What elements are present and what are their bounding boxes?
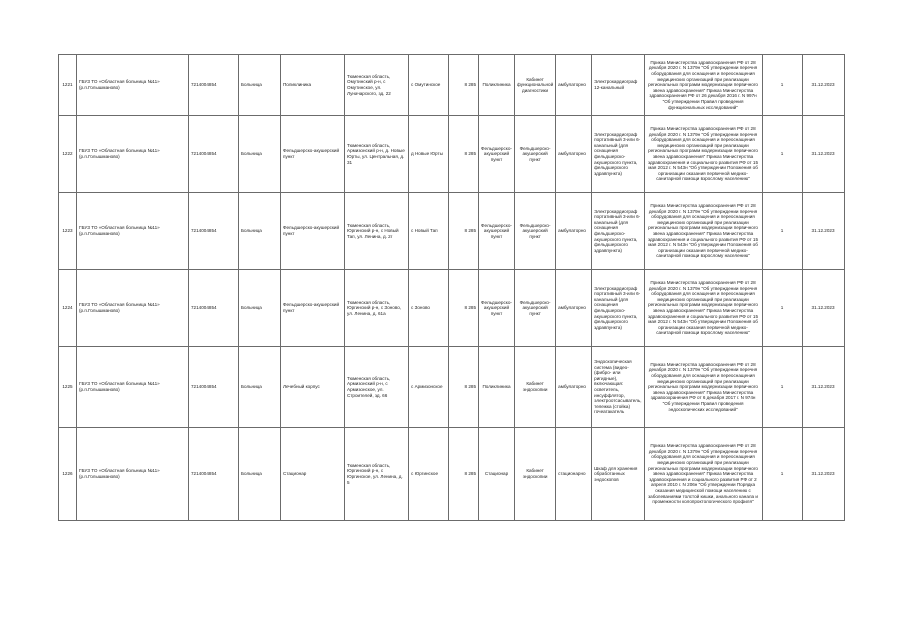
cell-address: Тюменская область, Армизонский р-н, с Армизонское, ул. Строителей, зд. 66 — [345, 347, 409, 428]
cell-organization-name: ГБУЗ ТО «Областная больница №11» (р.п.Голышманово) — [77, 116, 189, 193]
cell-equipment-name: Электрокардиограф портативный 3-или 6-канальный (для оснащения фельдшерско-акушерского пункта, фельдшерского здравпункта) — [592, 116, 644, 193]
cell-due-date: 31.12.2023 — [802, 347, 844, 428]
cell-department: Фельдшерско-акушерский пункт — [281, 116, 345, 193]
cell-address: Тюменская область, Армизонский р-н, д. Новые Юрты, ул. Центральная, д. 31 — [345, 116, 409, 193]
cell-locality: с Юргинское — [409, 428, 449, 521]
cell-room-name: Фельдшерско-акушерский пункт — [515, 193, 556, 270]
cell-department: Поликлиника — [281, 55, 345, 116]
cell-room-name: Фельдшерско-акушерский пункт — [515, 270, 556, 347]
cell-address: Тюменская область, Юргинский р-н, с Зоново, ул. Ленина, д. 61а — [345, 270, 409, 347]
cell-locality: с Армизонское — [409, 347, 449, 428]
cell-organization-name: ГБУЗ ТО «Областная больница №11» (р.п.Голышманово) — [77, 55, 189, 116]
cell-facility-type: Больница — [239, 193, 281, 270]
cell-inn-code: 7214004854 — [189, 55, 239, 116]
cell-regulation-order: Приказ Министерства здравоохранения РФ от 28 декабря 2020 г. N 1379н "Об утверждении перечня оборудования для оснащения и переоснащения медицинских организаций при реализации региональных программ модернизации первичного звена здравоохранения" Приказ Министерства здравоохранения и социального развития РФ от 2 апреля 2010 г. N 206н "Об утверждении Порядка оказания медицинской помощи населению с заболеваниями толстой кишки, анального канала и промежности колопроктологического профиля" — [644, 428, 762, 521]
cell-organization-name: ГБУЗ ТО «Областная больница №11» (р.п.Голышманово) — [77, 428, 189, 521]
cell-equipment-name: Электрокардиограф портативный 3-или 6-канальный (для оснащения фельдшерско-акушерского пункта, фельдшерского здравпункта) — [592, 270, 644, 347]
cell-room-name: Кабинет эндоскопии — [515, 428, 556, 521]
cell-regulation-order: Приказ Министерства здравоохранения РФ от 28 декабря 2020 г. N 1379н "Об утверждении перечня оборудования для оснащения и переоснащения медицинских организаций при реализации региональных программ модернизации первичного звена здравоохранения" Приказ Министерства здравоохранения РФ от 26 декабря 2016 г. N 997н "Об утверждении Правил проведения функциональных исследований" — [644, 55, 762, 116]
cell-room-name: Кабинет функциональной диагностики — [515, 55, 556, 116]
cell-regulation-order: Приказ Министерства здравоохранения РФ от 28 декабря 2020 г. N 1379н "Об утверждении перечня оборудования для оснащения и переоснащения медицинских организаций при реализации региональных программ модернизации первичного звена здравоохранения" Приказ Министерства здравоохранения и социального развития РФ от 15 мая 2012 г. N 543н "Об утверждении Положения об организации оказания первичной медико-санитарной помощи взрослому населению" — [644, 116, 762, 193]
cell-unit-name: Фельдшерско-акушерский пункт — [479, 193, 515, 270]
table-row — [59, 347, 845, 428]
cell-care-type: амбулаторно — [556, 270, 592, 347]
cell-region-code: 8 285 — [449, 428, 479, 521]
cell-quantity: 1 — [762, 347, 802, 428]
cell-organization-name: ГБУЗ ТО «Областная больница №11» (р.п.Голышманово) — [77, 347, 189, 428]
cell-quantity: 1 — [762, 428, 802, 521]
cell-regulation-order: Приказ Министерства здравоохранения РФ от 28 декабря 2020 г. N 1379н "Об утверждении перечня оборудования для оснащения и переоснащения медицинских организаций при реализации региональных программ модернизации первичного звена здравоохранения" Приказ Министерства здравоохранения и социального развития РФ от 15 мая 2012 г. N 543н "Об утверждении Положения об организации оказания первичной медико-санитарной помощи взрослому населению" — [644, 193, 762, 270]
cell-organization-name: ГБУЗ ТО «Областная больница №11» (р.п.Голышманово) — [77, 193, 189, 270]
cell-equipment-name: Электрокардиограф 12-канальный — [592, 55, 644, 116]
table-row — [59, 270, 845, 347]
cell-facility-type: Больница — [239, 270, 281, 347]
cell-facility-type: Больница — [239, 347, 281, 428]
cell-quantity: 1 — [762, 116, 802, 193]
cell-care-type: амбулаторно — [556, 193, 592, 270]
cell-region-code: 8 285 — [449, 116, 479, 193]
cell-locality: с Зоново — [409, 270, 449, 347]
cell-row-number: 1226 — [59, 428, 77, 521]
cell-unit-name: Поликлиника — [479, 347, 515, 428]
cell-equipment-name: Шкаф для хранения обработанных эндоскопов — [592, 428, 644, 521]
cell-unit-name: Фельдшерско-акушерский пункт — [479, 116, 515, 193]
cell-due-date: 31.12.2023 — [802, 428, 844, 521]
cell-department: Стационар — [281, 428, 345, 521]
cell-facility-type: Больница — [239, 116, 281, 193]
cell-region-code: 8 285 — [449, 193, 479, 270]
cell-quantity: 1 — [762, 270, 802, 347]
equipment-table — [58, 54, 845, 521]
cell-locality: с Новый Тап — [409, 193, 449, 270]
cell-department: Фельдшерско-акушерский пункт — [281, 193, 345, 270]
cell-region-code: 8 285 — [449, 270, 479, 347]
cell-row-number: 1224 — [59, 270, 77, 347]
cell-inn-code: 7214004854 — [189, 428, 239, 521]
cell-region-code: 8 285 — [449, 55, 479, 116]
table-row — [59, 116, 845, 193]
cell-due-date: 31.12.2023 — [802, 270, 844, 347]
cell-due-date: 31.12.2023 — [802, 55, 844, 116]
cell-regulation-order: Приказ Министерства здравоохранения РФ от 28 декабря 2020 г. N 1379н "Об утверждении перечня оборудования для оснащения и переоснащения медицинских организаций при реализации региональных программ модернизации первичного звена здравоохранения" Приказ Министерства здравоохранения и социального развития РФ от 15 мая 2012 г. N 543н "Об утверждении Положения об организации оказания первичной медико-санитарной помощи взрослому населению" — [644, 270, 762, 347]
cell-row-number: 1221 — [59, 55, 77, 116]
cell-room-name: Фельдшерско-акушерский пункт — [515, 116, 556, 193]
cell-equipment-name: Эндоскопическая система (видео-(фибро- или ригидные), включающая: осветитель, инсуффлятор, электроотсасыватель, тележка (стойка) гочеатакатель — [592, 347, 644, 428]
cell-address: Тюменская область, Юргинский р-н, с Юргинское, ул. Ленина, д. 5 — [345, 428, 409, 521]
table-row — [59, 55, 845, 116]
cell-care-type: амбулаторно — [556, 55, 592, 116]
cell-inn-code: 7214004854 — [189, 116, 239, 193]
cell-quantity: 1 — [762, 193, 802, 270]
cell-department: Фельдшерско-акушерский пункт — [281, 270, 345, 347]
cell-unit-name: Стационар — [479, 428, 515, 521]
cell-care-type: амбулаторно — [556, 347, 592, 428]
cell-due-date: 31.12.2023 — [802, 116, 844, 193]
cell-room-name: Кабинет эндоскопии — [515, 347, 556, 428]
cell-unit-name: Поликлиника — [479, 55, 515, 116]
cell-unit-name: Фельдшерско-акушерский пункт — [479, 270, 515, 347]
cell-regulation-order: Приказ Министерства здравоохранения РФ от 28 декабря 2020 г. N 1379н "Об утверждении перечня оборудования для оснащения и переоснащения медицинских организаций при реализации региональных программ модернизации первичного звена здравоохранения" Приказ Министерства здравоохранения РФ от 6 декабря 2017 г. N 974н "Об утверждении Правил проведения эндоскопических исследований" — [644, 347, 762, 428]
table-row — [59, 193, 845, 270]
cell-row-number: 1225 — [59, 347, 77, 428]
cell-inn-code: 7214004854 — [189, 347, 239, 428]
cell-region-code: 8 285 — [449, 347, 479, 428]
cell-department: Лечебный корпус — [281, 347, 345, 428]
cell-row-number: 1222 — [59, 116, 77, 193]
cell-organization-name: ГБУЗ ТО «Областная больница №11» (р.п.Голышманово) — [77, 270, 189, 347]
cell-locality: с Омутинское — [409, 55, 449, 116]
cell-inn-code: 7214004854 — [189, 270, 239, 347]
cell-quantity: 1 — [762, 55, 802, 116]
table-row — [59, 428, 845, 521]
cell-locality: д Новые Юрты — [409, 116, 449, 193]
cell-care-type: стационарно — [556, 428, 592, 521]
cell-facility-type: Больница — [239, 428, 281, 521]
cell-address: Тюменская область, Омутинский р-н, с Омутинское, ул. Луначарского, зд. 22 — [345, 55, 409, 116]
cell-due-date: 31.12.2023 — [802, 193, 844, 270]
cell-care-type: амбулаторно — [556, 116, 592, 193]
cell-inn-code: 7214004854 — [189, 193, 239, 270]
cell-address: Тюменская область, Юргинский р-н, с Новый Тап, ул. Ленина, д. 2г — [345, 193, 409, 270]
cell-facility-type: Больница — [239, 55, 281, 116]
cell-row-number: 1223 — [59, 193, 77, 270]
cell-equipment-name: Электрокардиограф портативный 3-или 6-канальный (для оснащения фельдшерско-акушерского пункта, фельдшерского здравпункта) — [592, 193, 644, 270]
